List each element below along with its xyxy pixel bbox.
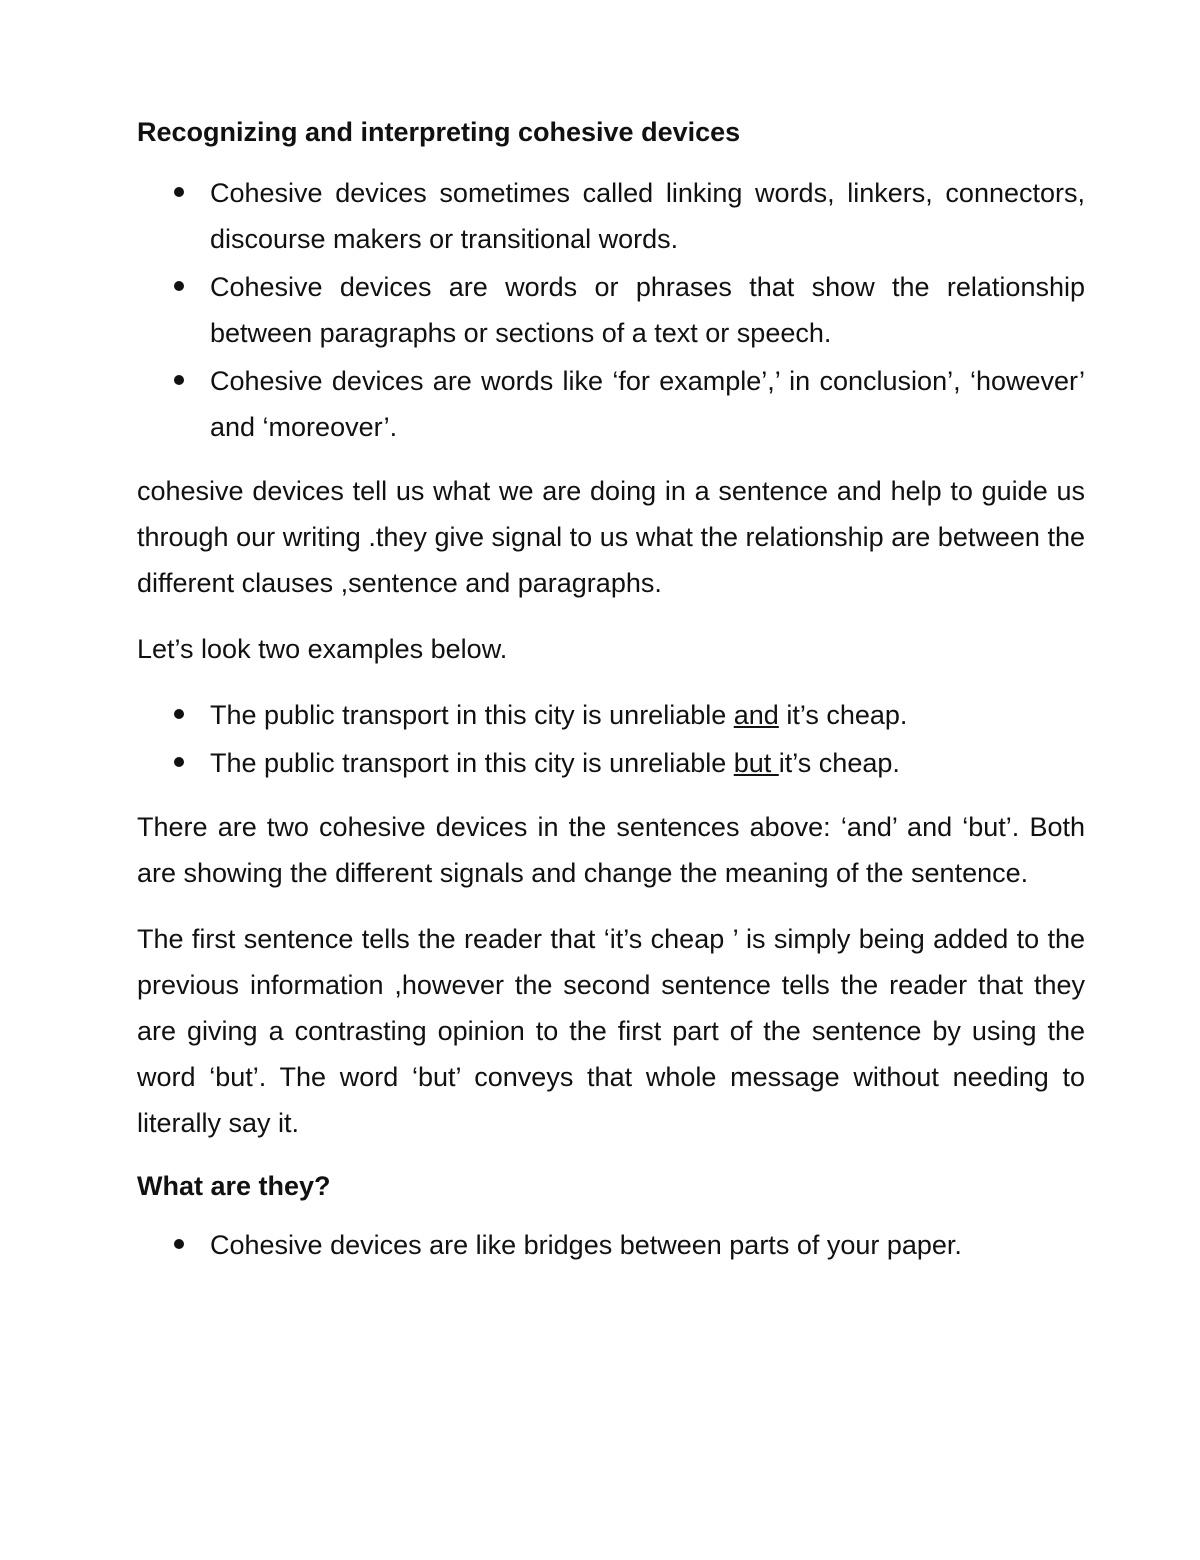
document-page xyxy=(137,112,1085,1286)
list-item xyxy=(137,740,1085,786)
list-item xyxy=(137,358,1085,450)
list-item xyxy=(137,264,1085,356)
example-text-after: it’s cheap. xyxy=(778,700,908,730)
list-item-text: Cohesive devices are words like ‘for example’,’ in conclusion’, ‘however’ and ‘moreover’. xyxy=(210,366,1085,442)
example-linker-and: and xyxy=(733,700,779,730)
paragraph-explanation: The first sentence tells the reader that ‘it’s cheap ’ is simply being added to the previous information ,however the second sentence tells the reader that they are giving a contrasting opinion to the first part of the sentence by using the word ‘but’. The word ‘but’ conveys that whole message without needing to literally say it. xyxy=(137,924,1085,1138)
list-item xyxy=(137,692,1085,738)
section-title-what-are-they: What are they? xyxy=(137,1171,331,1201)
document-title: Recognizing and interpreting cohesive devices xyxy=(137,117,741,147)
bullet-icon xyxy=(174,757,184,767)
bullet-icon xyxy=(174,709,184,719)
example-text-before: The public transport in this city is unreliable xyxy=(210,700,734,730)
paragraph-two-devices: There are two cohesive devices in the sentences above: ‘and’ and ‘but’. Both are showing the different signals and change the meaning of the sentence. xyxy=(137,812,1085,888)
example-linker-but: but xyxy=(733,748,779,778)
examples-intro: Let’s look two examples below. xyxy=(137,634,508,664)
example-text-before: The public transport in this city is unreliable xyxy=(210,748,734,778)
bullet-icon xyxy=(174,1239,184,1249)
bullet-icon xyxy=(174,281,184,291)
bullet-icon xyxy=(174,375,184,385)
list-item-text: Cohesive devices are like bridges between parts of your paper. xyxy=(210,1230,962,1260)
list-item xyxy=(137,1222,1085,1268)
section2-bullet-list xyxy=(137,1222,1085,1268)
intro-bullet-list xyxy=(137,170,1085,450)
list-item-text: Cohesive devices sometimes called linking words, linkers, connectors, discourse makers or transitional words. xyxy=(210,178,1085,254)
example-text-after: it’s cheap. xyxy=(778,748,900,778)
examples-bullet-list xyxy=(137,692,1085,786)
paragraph-cohesive-purpose: cohesive devices tell us what we are doing in a sentence and help to guide us through our writing .they give signal to us what the relationship are between the different clauses ,sentence and paragraphs. xyxy=(137,476,1085,598)
bullet-icon xyxy=(174,187,184,197)
list-item xyxy=(137,170,1085,262)
list-item-text: Cohesive devices are words or phrases that show the relationship between paragraphs or sections of a text or speech. xyxy=(210,272,1085,348)
